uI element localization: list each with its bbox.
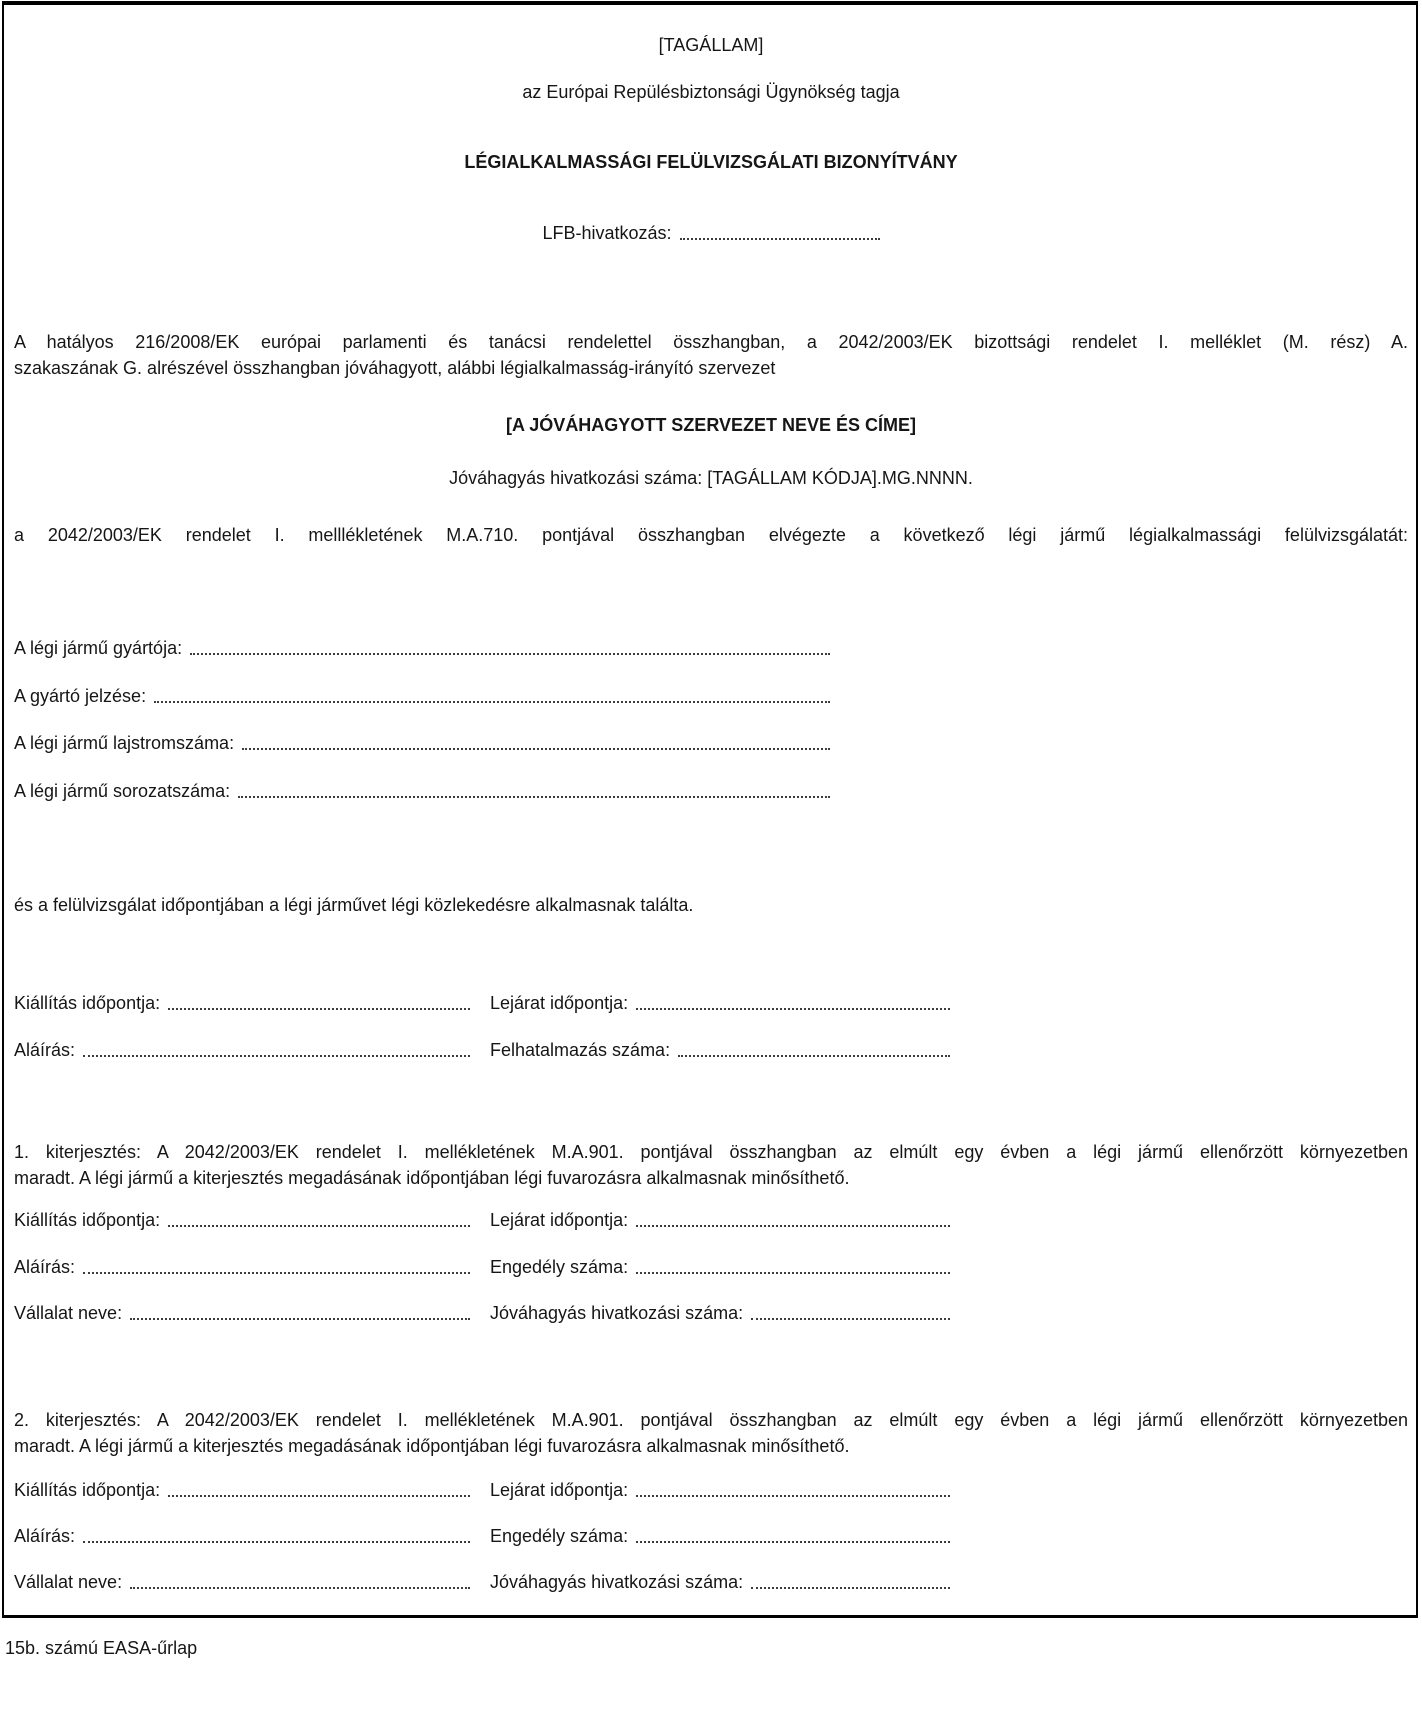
extension1-signature-label: Aláírás: [14, 1257, 76, 1277]
signature-field [83, 1055, 470, 1057]
aircraft-registration-label: A légi jármű lajstromszáma: [14, 733, 235, 753]
extension1-issue-date-cell [14, 1209, 470, 1231]
extension2-licence-number-cell [490, 1525, 950, 1547]
expiry-date-field [636, 1008, 950, 1010]
authorisation-number-label: Felhatalmazás száma: [490, 1040, 671, 1060]
intro-paragraph [14, 329, 1408, 381]
extension2-row-dates [14, 1479, 950, 1501]
extension2-issue-date-cell [14, 1479, 470, 1501]
extension2-expiry-date-cell [490, 1479, 950, 1501]
extension1-paragraph [14, 1139, 1408, 1191]
extension2-line-1: 2. kiterjesztés: A 2042/2003/EK rendelet I. mellékletének M.A.901. pontjával összhangban az elmúlt egy évben a légi jármű ellenőrzött környezetben [14, 1410, 1408, 1430]
issue-date-field [168, 1008, 470, 1010]
member-state-heading: [TAGÁLLAM] [658, 35, 764, 55]
extension2-row-signature [14, 1525, 950, 1547]
extension1-line-1: 1. kiterjesztés: A 2042/2003/EK rendelet I. mellékletének M.A.901. pontjával összhangban az elmúlt egy évben a légi jármű ellenőrzött környezetben [14, 1142, 1408, 1162]
extension1-approval-reference-label: Jóváhagyás hivatkozási száma: [490, 1303, 744, 1323]
aircraft-serial-number-field [238, 796, 830, 798]
extension2-approval-reference-field [751, 1587, 950, 1589]
intro-line-1: A hatályos 216/2008/EK európai parlamenti és tanácsi rendelettel összhangban, a 2042/2003/EK bizottsági rendelet I. melléklet (M. rész) A. [14, 332, 1408, 352]
extension2-signature-field [83, 1541, 470, 1543]
extension2-licence-number-field [636, 1541, 950, 1543]
expiry-date-label: Lejárat időpontja: [490, 993, 629, 1013]
approval-reference-line: Jóváhagyás hivatkozási száma: [TAGÁLLAM KÓDJA].MG.NNNN. [449, 468, 973, 488]
extension2-signature-cell [14, 1525, 470, 1547]
aircraft-manufacturer-field [190, 653, 830, 655]
extension2-company-name-field [130, 1587, 470, 1589]
airworthy-statement: és a felülvizsgálat időpontjában a légi járművet légi közlekedésre alkalmasnak találta. [14, 895, 694, 915]
extension1-expiry-date-field [636, 1225, 950, 1227]
extension1-signature-field [83, 1272, 470, 1274]
extension1-company-name-label: Vállalat neve: [14, 1303, 123, 1323]
extension1-expiry-date-cell [490, 1209, 950, 1231]
extension1-expiry-date-label: Lejárat időpontja: [490, 1210, 629, 1230]
extension1-issue-date-label: Kiállítás időpontja: [14, 1210, 161, 1230]
issue-date-label: Kiállítás időpontja: [14, 993, 161, 1013]
extension1-licence-number-label: Engedély száma: [490, 1257, 629, 1277]
extension1-licence-number-cell [490, 1256, 950, 1278]
expiry-date-cell [490, 992, 950, 1014]
signature-cell [14, 1039, 470, 1061]
aircraft-manufacturer-row [14, 637, 830, 659]
extension1-company-name-field [130, 1318, 470, 1320]
aircraft-registration-row [14, 732, 830, 754]
extension2-company-name-label: Vállalat neve: [14, 1572, 123, 1592]
authorisation-number-field [678, 1055, 950, 1057]
aircraft-manufacturer-label: A légi jármű gyártója: [14, 638, 183, 658]
lfb-reference-label: LFB-hivatkozás: [542, 223, 672, 243]
issue-row-signature [14, 1039, 950, 1061]
intro-line-2: szakaszának G. alrészével összhangban jóváhagyott, alábbi légialkalmasság-irányító szervezet [14, 358, 776, 378]
extension1-row-signature [14, 1256, 950, 1278]
extension2-approval-reference-cell [490, 1571, 950, 1593]
aircraft-serial-number-row [14, 780, 830, 802]
extension1-company-name-cell [14, 1302, 470, 1324]
lfb-reference-field [680, 238, 880, 240]
form-number-footer: 15b. számú EASA-űrlap [5, 1638, 198, 1658]
extension2-expiry-date-field [636, 1495, 950, 1497]
extension1-line-2: maradt. A légi jármű a kiterjesztés megadásának időpontjában légi fuvarozásra alkalmasnak minősíthető. [14, 1168, 850, 1188]
extension1-row-dates [14, 1209, 950, 1231]
document-title: LÉGIALKALMASSÁGI FELÜLVIZSGÁLATI BIZONYÍTVÁNY [464, 152, 958, 172]
extension2-licence-number-label: Engedély száma: [490, 1526, 629, 1546]
manufacturer-designation-row [14, 685, 830, 707]
review-statement: a 2042/2003/EK rendelet I. melllékletének M.A.710. pontjával összhangban elvégezte a következő légi jármű légialkalmassági felülvizsgálatát: [14, 525, 1408, 545]
approved-organisation-name: [A JÓVÁHAGYOTT SZERVEZET NEVE ÉS CÍME] [505, 415, 917, 435]
extension1-licence-number-field [636, 1272, 950, 1274]
extension2-issue-date-field [168, 1495, 470, 1497]
authorisation-number-cell [490, 1039, 950, 1061]
signature-label: Aláírás: [14, 1040, 76, 1060]
aircraft-serial-number-label: A légi jármű sorozatszáma: [14, 781, 231, 801]
extension2-paragraph [14, 1407, 1408, 1459]
agency-member-line: az Európai Repülésbiztonsági Ügynökség tagja [522, 82, 900, 102]
manufacturer-designation-field [154, 701, 830, 703]
manufacturer-designation-label: A gyártó jelzése: [14, 686, 147, 706]
aircraft-registration-field [242, 748, 830, 750]
extension1-signature-cell [14, 1256, 470, 1278]
extension2-company-name-cell [14, 1571, 470, 1593]
extension1-approval-reference-field [751, 1318, 950, 1320]
issue-date-cell [14, 992, 470, 1014]
extension2-expiry-date-label: Lejárat időpontja: [490, 1480, 629, 1500]
lfb-reference-row [14, 222, 1408, 244]
extension2-row-company [14, 1571, 950, 1593]
extension1-issue-date-field [168, 1225, 470, 1227]
issue-row-dates [14, 992, 950, 1014]
extension1-row-company [14, 1302, 950, 1324]
extension2-approval-reference-label: Jóváhagyás hivatkozási száma: [490, 1572, 744, 1592]
extension2-line-2: maradt. A légi jármű a kiterjesztés megadásának időpontjában légi fuvarozásra alkalmasnak minősíthető. [14, 1436, 850, 1456]
extension2-signature-label: Aláírás: [14, 1526, 76, 1546]
extension2-issue-date-label: Kiállítás időpontja: [14, 1480, 161, 1500]
extension1-approval-reference-cell [490, 1302, 950, 1324]
